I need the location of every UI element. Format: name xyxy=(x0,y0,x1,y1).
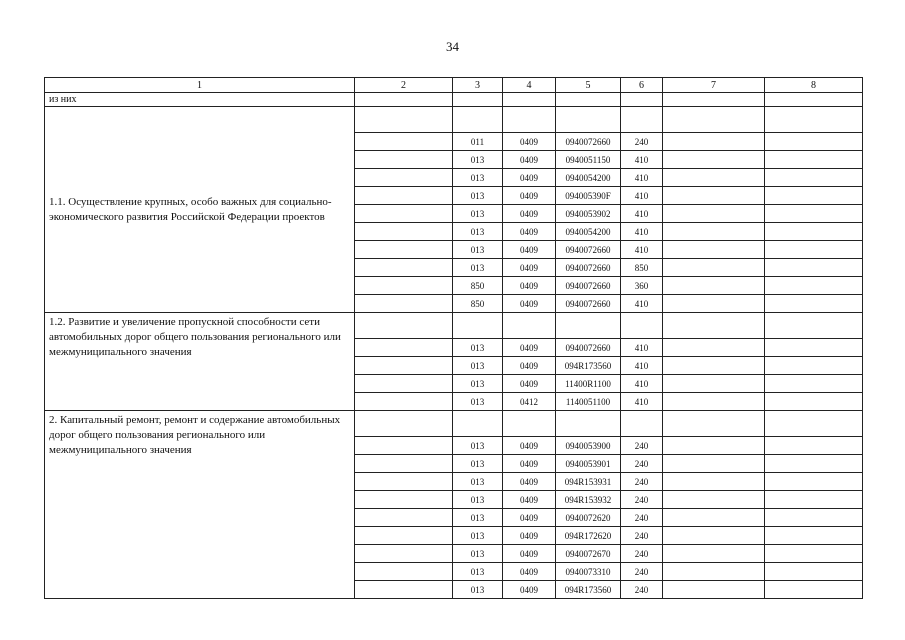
table-cell: 0940053901 xyxy=(556,455,621,473)
empty-cell xyxy=(355,375,453,393)
empty-cell xyxy=(355,455,453,473)
empty-cell xyxy=(765,151,863,169)
table-cell: 0409 xyxy=(503,295,556,313)
table-cell: 410 xyxy=(621,151,663,169)
table-cell: 013 xyxy=(453,169,503,187)
table-cell: 0940072660 xyxy=(556,277,621,295)
table-cell: 240 xyxy=(621,527,663,545)
table-cell: 0409 xyxy=(503,473,556,491)
empty-cell xyxy=(503,107,556,133)
empty-cell xyxy=(355,223,453,241)
empty-cell xyxy=(663,375,765,393)
empty-cell xyxy=(663,527,765,545)
table-cell: 013 xyxy=(453,339,503,357)
table-cell: 0940073310 xyxy=(556,563,621,581)
table-cell: 240 xyxy=(621,437,663,455)
table-cell: 850 xyxy=(453,277,503,295)
table-cell: 0409 xyxy=(503,581,556,599)
empty-cell xyxy=(765,375,863,393)
page-number: 34 xyxy=(446,39,459,54)
subheader-label: из них xyxy=(45,93,355,107)
empty-cell xyxy=(355,169,453,187)
empty-cell xyxy=(355,241,453,259)
table-cell: 410 xyxy=(621,339,663,357)
table-cell: 013 xyxy=(453,545,503,563)
empty-cell xyxy=(355,187,453,205)
empty-cell xyxy=(556,411,621,437)
empty-cell xyxy=(355,107,453,133)
table-cell: 240 xyxy=(621,563,663,581)
header-cell: 7 xyxy=(663,78,765,93)
empty-cell xyxy=(355,339,453,357)
table-cell: 094005390F xyxy=(556,187,621,205)
table-cell: 094R173560 xyxy=(556,357,621,375)
table-cell: 410 xyxy=(621,295,663,313)
table-cell: 0409 xyxy=(503,151,556,169)
empty-cell xyxy=(765,411,863,437)
empty-cell xyxy=(765,313,863,339)
table-cell: 0409 xyxy=(503,357,556,375)
table-cell: 013 xyxy=(453,393,503,411)
table-cell: 0409 xyxy=(503,133,556,151)
header-cell: 3 xyxy=(453,78,503,93)
empty-cell xyxy=(663,313,765,339)
empty-cell xyxy=(663,259,765,277)
header-cell: 6 xyxy=(621,78,663,93)
empty-cell xyxy=(663,473,765,491)
empty-cell xyxy=(663,455,765,473)
table-cell: 0409 xyxy=(503,277,556,295)
empty-cell xyxy=(663,223,765,241)
table-cell: 013 xyxy=(453,581,503,599)
table-cell: 013 xyxy=(453,491,503,509)
table-cell: 0940053902 xyxy=(556,205,621,223)
section-label: 1.1. Осуществление крупных, особо важных для социально-экономического развития Российской Федерации проектов xyxy=(45,107,355,313)
empty-cell xyxy=(621,313,663,339)
empty-cell xyxy=(765,223,863,241)
empty-cell xyxy=(355,205,453,223)
table-cell: 0409 xyxy=(503,375,556,393)
empty-cell xyxy=(355,393,453,411)
empty-cell xyxy=(765,357,863,375)
empty-cell xyxy=(355,473,453,491)
empty-cell xyxy=(663,241,765,259)
empty-cell xyxy=(765,107,863,133)
empty-cell xyxy=(765,295,863,313)
empty-cell xyxy=(765,491,863,509)
empty-cell xyxy=(663,509,765,527)
table-cell: 410 xyxy=(621,205,663,223)
empty-cell xyxy=(355,527,453,545)
table-cell: 410 xyxy=(621,187,663,205)
header-row xyxy=(45,78,863,93)
empty-cell xyxy=(503,313,556,339)
empty-cell xyxy=(355,277,453,295)
table-cell: 0940072660 xyxy=(556,295,621,313)
empty-cell xyxy=(355,133,453,151)
table-cell: 0409 xyxy=(503,259,556,277)
table-cell: 0409 xyxy=(503,187,556,205)
table-cell: 1140051100 xyxy=(556,393,621,411)
table-cell: 240 xyxy=(621,509,663,527)
table-cell: 013 xyxy=(453,357,503,375)
section-label: 1.2. Развитие и увеличение пропускной способности сети автомобильных дорог общего пользования регионального или межмуниципального значения xyxy=(45,313,355,411)
table-cell: 013 xyxy=(453,455,503,473)
empty-cell xyxy=(503,411,556,437)
header-cell: 8 xyxy=(765,78,863,93)
table-cell: 0940072660 xyxy=(556,133,621,151)
table-cell: 094R153931 xyxy=(556,473,621,491)
table-cell: 013 xyxy=(453,473,503,491)
table-cell: 0409 xyxy=(503,491,556,509)
table-cell: 850 xyxy=(453,295,503,313)
empty-cell xyxy=(453,107,503,133)
empty-cell xyxy=(663,563,765,581)
table-cell: 0940054200 xyxy=(556,169,621,187)
table-cell: 410 xyxy=(621,241,663,259)
header-cell: 2 xyxy=(355,78,453,93)
empty-cell xyxy=(663,357,765,375)
table-cell: 240 xyxy=(621,581,663,599)
empty-cell xyxy=(355,509,453,527)
table-cell: 360 xyxy=(621,277,663,295)
table-cell: 410 xyxy=(621,393,663,411)
empty-cell xyxy=(765,241,863,259)
empty-cell xyxy=(355,581,453,599)
empty-cell xyxy=(556,313,621,339)
table-cell: 240 xyxy=(621,545,663,563)
table-cell: 011 xyxy=(453,133,503,151)
table-cell: 0409 xyxy=(503,437,556,455)
table-cell: 013 xyxy=(453,527,503,545)
table-cell: 240 xyxy=(621,473,663,491)
section-row xyxy=(45,313,863,339)
header-cell: 4 xyxy=(503,78,556,93)
table-cell: 013 xyxy=(453,437,503,455)
empty-cell xyxy=(355,545,453,563)
table-cell: 0409 xyxy=(503,223,556,241)
empty-cell xyxy=(765,393,863,411)
table-cell: 013 xyxy=(453,187,503,205)
table-cell: 240 xyxy=(621,491,663,509)
empty-cell xyxy=(765,437,863,455)
table-cell: 013 xyxy=(453,205,503,223)
empty-cell xyxy=(765,339,863,357)
table-cell: 0940072660 xyxy=(556,339,621,357)
table-cell: 410 xyxy=(621,375,663,393)
empty-cell xyxy=(355,411,453,437)
empty-cell xyxy=(765,187,863,205)
empty-cell xyxy=(663,277,765,295)
table-cell: 240 xyxy=(621,133,663,151)
table-cell: 850 xyxy=(621,259,663,277)
empty-cell xyxy=(355,151,453,169)
empty-cell xyxy=(765,205,863,223)
empty-cell xyxy=(765,581,863,599)
empty-cell xyxy=(765,563,863,581)
table-cell: 013 xyxy=(453,241,503,259)
empty-cell xyxy=(663,581,765,599)
table-cell: 0409 xyxy=(503,509,556,527)
table-cell: 0409 xyxy=(503,241,556,259)
empty-cell xyxy=(765,527,863,545)
table-cell: 013 xyxy=(453,151,503,169)
table-cell: 0409 xyxy=(503,545,556,563)
table-cell: 0409 xyxy=(503,563,556,581)
table-cell: 094R173560 xyxy=(556,581,621,599)
budget-table xyxy=(44,77,863,599)
table-cell: 094R153932 xyxy=(556,491,621,509)
empty-cell xyxy=(765,455,863,473)
subheader-row xyxy=(45,93,863,107)
empty-cell xyxy=(355,357,453,375)
empty-cell xyxy=(355,313,453,339)
empty-cell xyxy=(663,339,765,357)
empty-cell xyxy=(663,545,765,563)
table-cell: 094R172620 xyxy=(556,527,621,545)
empty-cell xyxy=(355,437,453,455)
table-cell: 0409 xyxy=(503,205,556,223)
empty-cell xyxy=(355,563,453,581)
table-cell: 013 xyxy=(453,375,503,393)
table-cell: 0409 xyxy=(503,169,556,187)
empty-cell xyxy=(663,107,765,133)
empty-cell xyxy=(355,491,453,509)
table-cell: 0409 xyxy=(503,527,556,545)
empty-cell xyxy=(765,277,863,295)
empty-cell xyxy=(765,473,863,491)
empty-cell xyxy=(765,259,863,277)
header-cell: 1 xyxy=(45,78,355,93)
table-cell: 0412 xyxy=(503,393,556,411)
section-row xyxy=(45,411,863,437)
empty-cell xyxy=(765,509,863,527)
table-cell: 0940072660 xyxy=(556,241,621,259)
table-cell: 410 xyxy=(621,357,663,375)
empty-cell xyxy=(355,259,453,277)
empty-cell xyxy=(663,169,765,187)
table-cell: 0940053900 xyxy=(556,437,621,455)
empty-cell xyxy=(621,411,663,437)
empty-cell xyxy=(765,545,863,563)
table-cell: 240 xyxy=(621,455,663,473)
empty-cell xyxy=(663,393,765,411)
table-cell: 0940051150 xyxy=(556,151,621,169)
empty-cell xyxy=(663,295,765,313)
table-cell: 0940072660 xyxy=(556,259,621,277)
empty-cell xyxy=(663,187,765,205)
table-cell: 013 xyxy=(453,223,503,241)
table-cell: 0409 xyxy=(503,455,556,473)
table-cell: 0940054200 xyxy=(556,223,621,241)
table-cell: 0940072620 xyxy=(556,509,621,527)
table-cell: 013 xyxy=(453,509,503,527)
empty-cell xyxy=(663,411,765,437)
empty-cell xyxy=(556,107,621,133)
table-cell: 013 xyxy=(453,563,503,581)
table-cell: 11400R1100 xyxy=(556,375,621,393)
empty-cell xyxy=(765,169,863,187)
empty-cell xyxy=(663,491,765,509)
empty-cell xyxy=(663,133,765,151)
table-cell: 410 xyxy=(621,169,663,187)
table-cell: 410 xyxy=(621,223,663,241)
empty-cell xyxy=(663,205,765,223)
empty-cell xyxy=(453,411,503,437)
empty-cell xyxy=(663,151,765,169)
table-cell: 013 xyxy=(453,259,503,277)
empty-cell xyxy=(453,313,503,339)
empty-cell xyxy=(663,437,765,455)
table-cell: 0940072670 xyxy=(556,545,621,563)
empty-cell xyxy=(355,295,453,313)
section-row xyxy=(45,107,863,133)
section-label: 2. Капитальный ремонт, ремонт и содержание автомобильных дорог общего пользования регионального или межмуниципального значения xyxy=(45,411,355,599)
empty-cell xyxy=(765,133,863,151)
empty-cell xyxy=(621,107,663,133)
header-cell: 5 xyxy=(556,78,621,93)
table-cell: 0409 xyxy=(503,339,556,357)
